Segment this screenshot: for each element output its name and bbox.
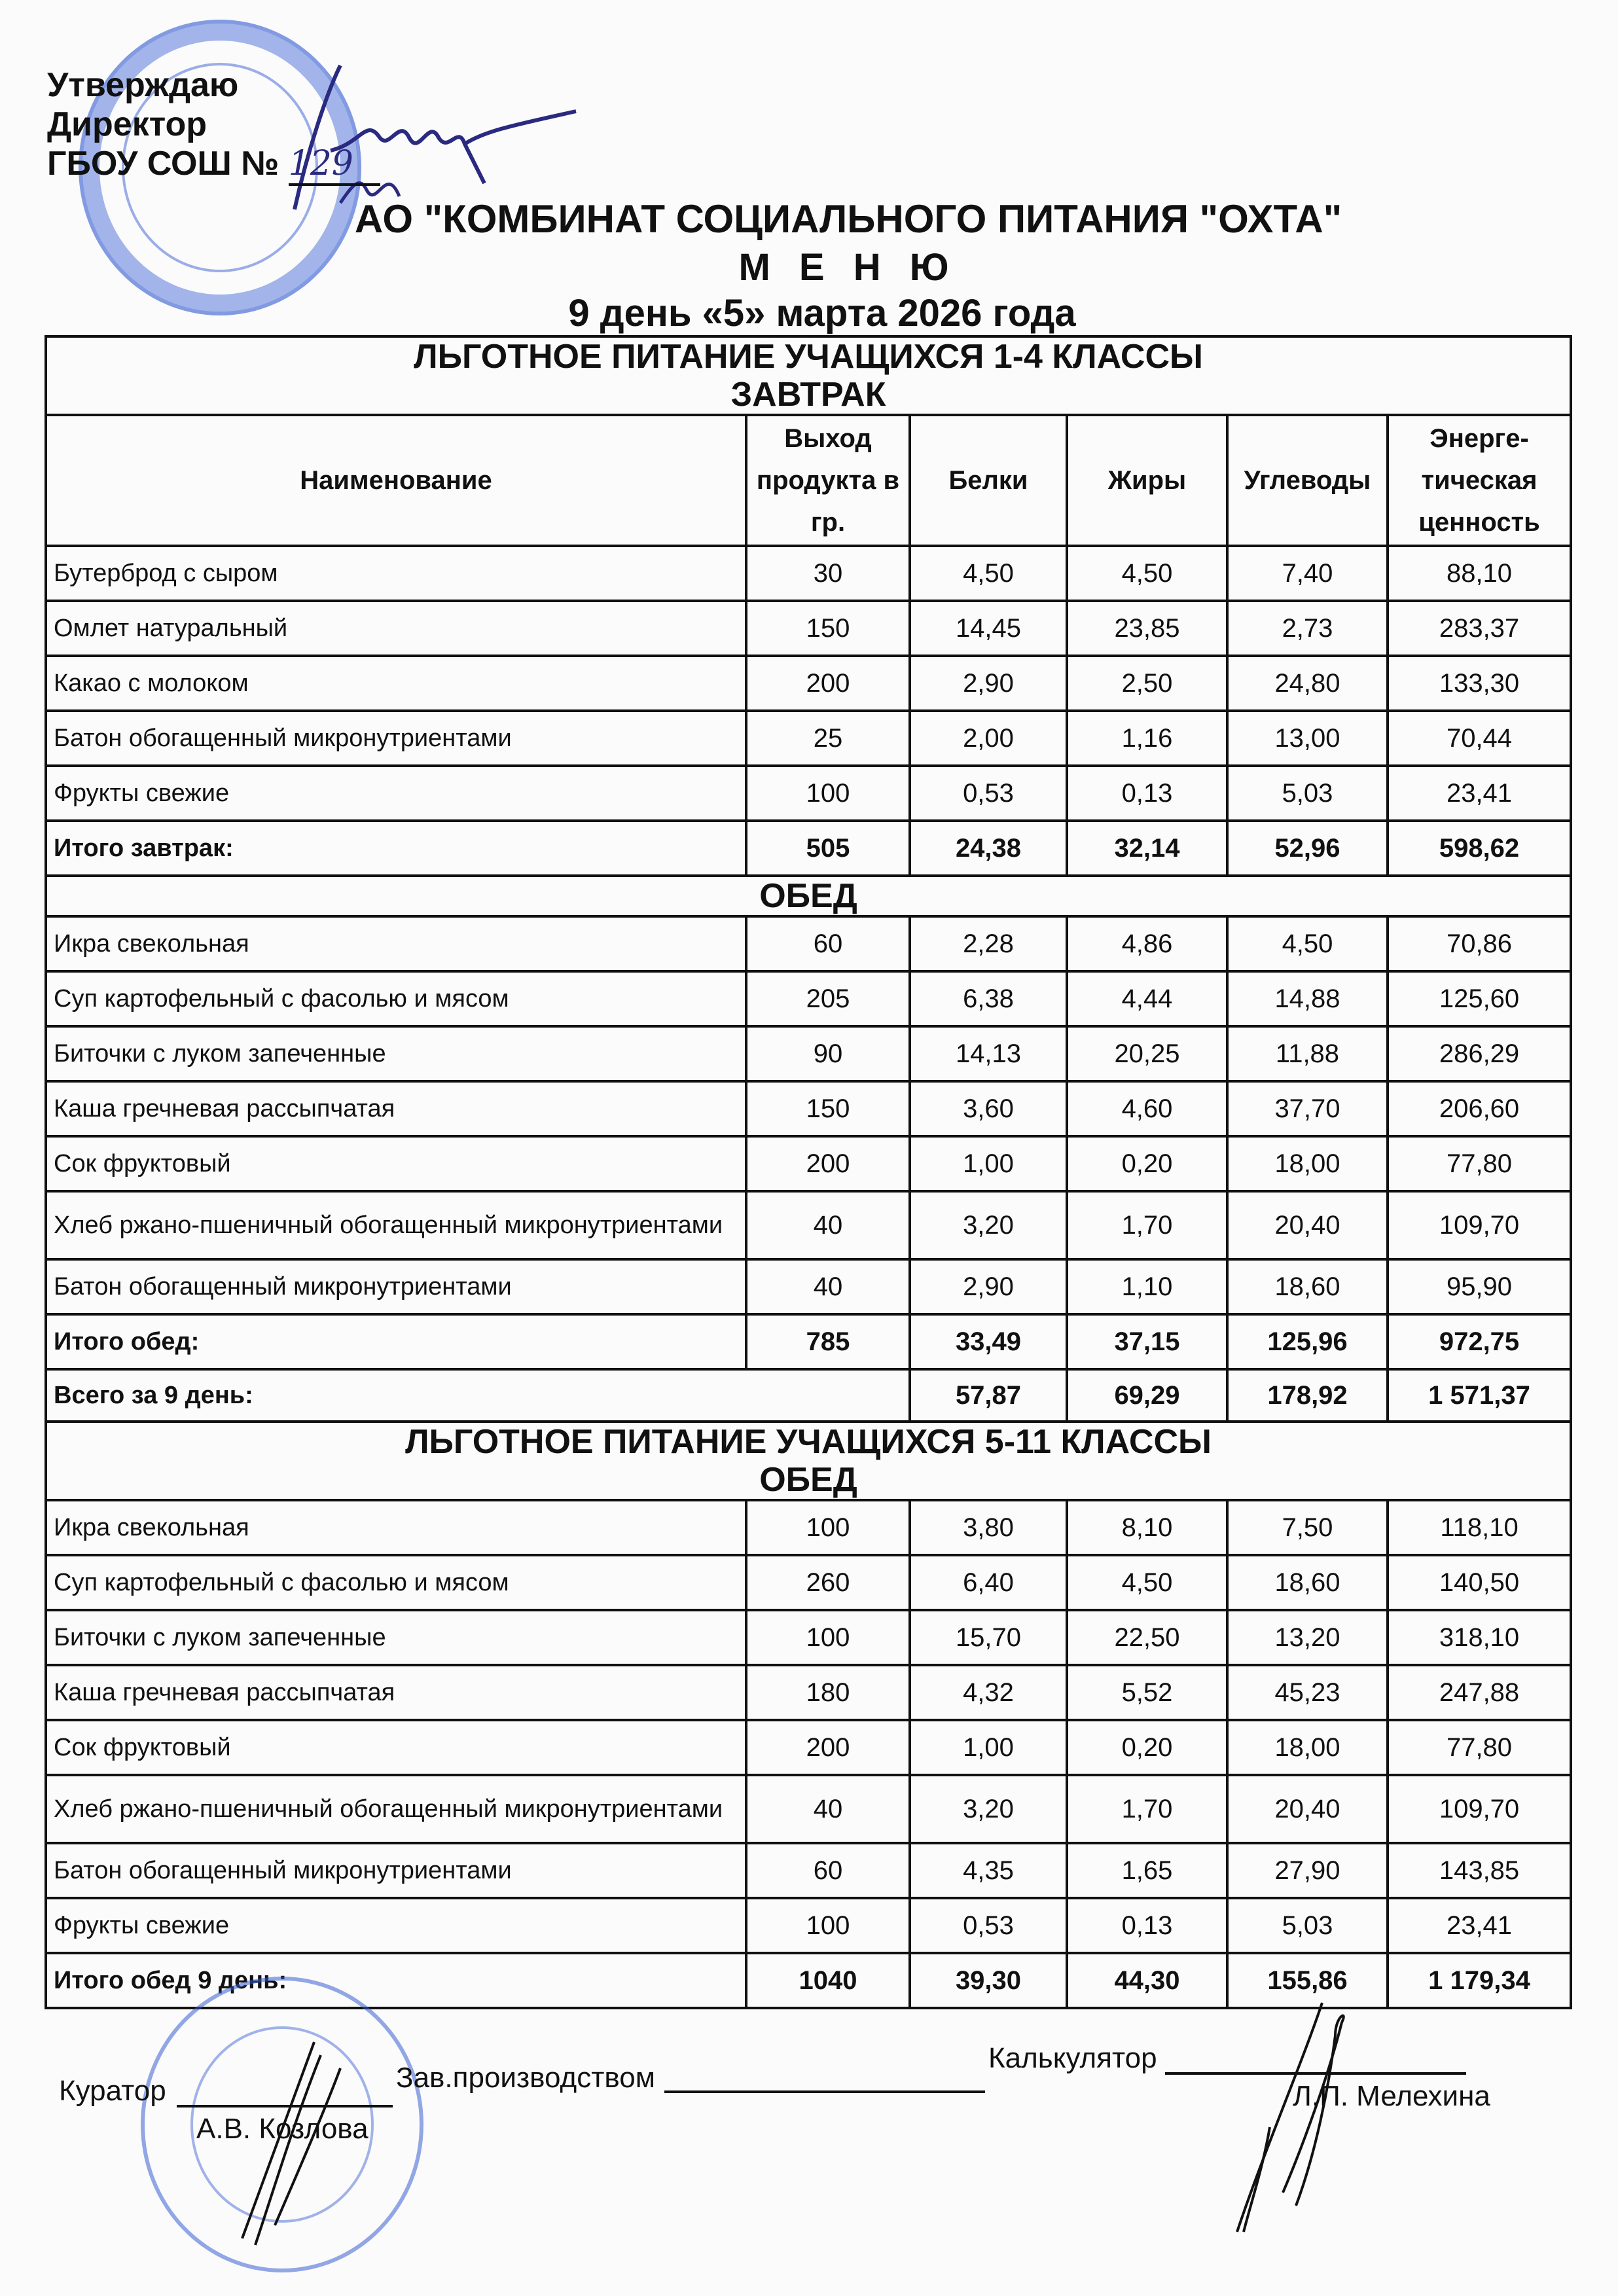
- menu-item-row: [46, 546, 1571, 601]
- dish-portion: 40: [746, 1775, 910, 1843]
- section-grades-5-11-lunch: [46, 1422, 1571, 1500]
- day-total-proteins: 57,87: [910, 1369, 1067, 1422]
- menu-item-row: [46, 1610, 1571, 1665]
- breakfast-total-fats: 32,14: [1067, 821, 1227, 876]
- dish-portion: 90: [746, 1026, 910, 1081]
- column-header-name: Наименование: [46, 415, 746, 546]
- dish-portion: 60: [746, 916, 910, 971]
- dish-energy: 283,37: [1388, 601, 1571, 656]
- menu-item-row: [46, 916, 1571, 971]
- dish-fats: 22,50: [1067, 1610, 1227, 1665]
- dish-energy: 125,60: [1388, 971, 1571, 1026]
- curator-name: А.В. Козлова: [196, 2113, 369, 2145]
- dish-carbs: 20,40: [1227, 1191, 1388, 1259]
- column-header-proteins: Белки: [910, 415, 1067, 546]
- dish-carbs: 27,90: [1227, 1843, 1388, 1898]
- dish-proteins: 2,90: [910, 656, 1067, 711]
- dish-portion: 260: [746, 1555, 910, 1610]
- dish-energy: 206,60: [1388, 1081, 1571, 1136]
- dish-fats: 1,70: [1067, 1775, 1227, 1843]
- dish-portion: 200: [746, 656, 910, 711]
- menu-item-row: [46, 766, 1571, 821]
- dish-proteins: 4,50: [910, 546, 1067, 601]
- dish-portion: 100: [746, 1610, 910, 1665]
- dish-energy: 109,70: [1388, 1775, 1571, 1843]
- dish-name: Батон обогащенный микронутриентами: [46, 711, 746, 766]
- dish-fats: 0,13: [1067, 766, 1227, 821]
- calculator-signature-line: [1165, 2072, 1466, 2075]
- menu-item-row: [46, 1775, 1571, 1843]
- section-title: ЛЬГОТНОЕ ПИТАНИЕ УЧАЩИХСЯ 1-4 КЛАССЫ: [414, 338, 1203, 376]
- dish-name: Биточки с луком запеченные: [46, 1610, 746, 1665]
- dish-portion: 200: [746, 1720, 910, 1775]
- dish-carbs: 7,40: [1227, 546, 1388, 601]
- menu-item-row: [46, 1026, 1571, 1081]
- menu-table: [45, 335, 1572, 2009]
- breakfast-total-proteins: 24,38: [910, 821, 1067, 876]
- dish-energy: 109,70: [1388, 1191, 1571, 1259]
- dish-fats: 0,20: [1067, 1720, 1227, 1775]
- dish-portion: 40: [746, 1259, 910, 1314]
- column-header-row: [46, 415, 1571, 546]
- lunch-total-5-11-fats: 44,30: [1067, 1953, 1227, 2008]
- section-grades-1-4-lunch-label: ОБЕД: [46, 876, 1571, 916]
- dish-proteins: 14,13: [910, 1026, 1067, 1081]
- dish-name: Икра свекольная: [46, 916, 746, 971]
- dish-carbs: 18,00: [1227, 1720, 1388, 1775]
- dish-energy: 70,86: [1388, 916, 1571, 971]
- dish-proteins: 0,53: [910, 1898, 1067, 1953]
- lunch-total-proteins: 33,49: [910, 1314, 1067, 1369]
- dish-name: Фрукты свежие: [46, 1898, 746, 1953]
- dish-fats: 8,10: [1067, 1500, 1227, 1555]
- lunch-total-label: Итого обед:: [46, 1314, 746, 1369]
- dish-carbs: 18,60: [1227, 1259, 1388, 1314]
- curator-signature-line: [177, 2105, 393, 2108]
- section-title: ЛЬГОТНОЕ ПИТАНИЕ УЧАЩИХСЯ 5-11 КЛАССЫ: [405, 1423, 1212, 1461]
- dish-carbs: 5,03: [1227, 766, 1388, 821]
- menu-item-row: [46, 1259, 1571, 1314]
- meal-title: ОБЕД: [759, 1461, 857, 1499]
- dish-carbs: 2,73: [1227, 601, 1388, 656]
- column-header-energy: Энерге-тическая ценность: [1388, 415, 1571, 546]
- menu-item-row: [46, 711, 1571, 766]
- organization-title: АО "КОМБИНАТ СОЦИАЛЬНОГО ПИТАНИЯ "ОХТА": [354, 197, 1342, 241]
- dish-carbs: 4,50: [1227, 916, 1388, 971]
- menu-item-row: [46, 971, 1571, 1026]
- dish-proteins: 6,38: [910, 971, 1067, 1026]
- approval-block: [47, 65, 380, 186]
- menu-item-row: [46, 1665, 1571, 1720]
- dish-portion: 100: [746, 766, 910, 821]
- column-header-carbs: Углеводы: [1227, 415, 1388, 546]
- dish-energy: 118,10: [1388, 1500, 1571, 1555]
- dish-portion: 30: [746, 546, 910, 601]
- menu-item-row: [46, 601, 1571, 656]
- day-total-label: Всего за 9 день:: [46, 1369, 910, 1422]
- dish-fats: 4,60: [1067, 1081, 1227, 1136]
- dish-name: Биточки с луком запеченные: [46, 1026, 746, 1081]
- menu-item-row: [46, 1136, 1571, 1191]
- dish-fats: 4,50: [1067, 546, 1227, 601]
- breakfast-total-energy: 598,62: [1388, 821, 1571, 876]
- dish-proteins: 2,90: [910, 1259, 1067, 1314]
- school-prefix: ГБОУ СОШ №: [47, 145, 279, 183]
- dish-name: Хлеб ржано-пшеничный обогащенный микронутриентами: [46, 1775, 746, 1843]
- dish-carbs: 13,20: [1227, 1610, 1388, 1665]
- dish-name: Сок фруктовый: [46, 1136, 746, 1191]
- breakfast-total: [46, 821, 1571, 876]
- breakfast-total-portion: 505: [746, 821, 910, 876]
- lunch-total-5-11-carbs: 155,86: [1227, 1953, 1388, 2008]
- lunch-total: [46, 1314, 1571, 1369]
- dish-energy: 140,50: [1388, 1555, 1571, 1610]
- dish-name: Фрукты свежие: [46, 766, 746, 821]
- dish-portion: 200: [746, 1136, 910, 1191]
- approval-line: Утверждаю: [47, 66, 239, 104]
- dish-proteins: 6,40: [910, 1555, 1067, 1610]
- menu-item-row: [46, 1898, 1571, 1953]
- dish-energy: 143,85: [1388, 1843, 1571, 1898]
- lunch-total-5-11-label: Итого обед 9 день:: [46, 1953, 746, 2008]
- dish-portion: 100: [746, 1898, 910, 1953]
- day-total: [46, 1369, 1571, 1422]
- dish-proteins: 2,00: [910, 711, 1067, 766]
- dish-portion: 205: [746, 971, 910, 1026]
- calculator-name: Л.П. Мелехина: [1293, 2080, 1490, 2112]
- dish-name: Суп картофельный с фасолью и мясом: [46, 1555, 746, 1610]
- dish-energy: 23,41: [1388, 1898, 1571, 1953]
- dish-carbs: 37,70: [1227, 1081, 1388, 1136]
- dish-portion: 25: [746, 711, 910, 766]
- dish-name: Батон обогащенный микронутриентами: [46, 1843, 746, 1898]
- dish-carbs: 13,00: [1227, 711, 1388, 766]
- dish-carbs: 7,50: [1227, 1500, 1388, 1555]
- lunch-total-energy: 972,75: [1388, 1314, 1571, 1369]
- calculator-label: Калькулятор: [988, 2042, 1157, 2074]
- day-total-fats: 69,29: [1067, 1369, 1227, 1422]
- dish-energy: 318,10: [1388, 1610, 1571, 1665]
- menu-item-row: [46, 656, 1571, 711]
- dish-name: Бутерброд с сыром: [46, 546, 746, 601]
- dish-portion: 180: [746, 1665, 910, 1720]
- dish-proteins: 0,53: [910, 766, 1067, 821]
- dish-energy: 77,80: [1388, 1136, 1571, 1191]
- dish-fats: 1,70: [1067, 1191, 1227, 1259]
- lunch-total-portion: 785: [746, 1314, 910, 1369]
- dish-carbs: 20,40: [1227, 1775, 1388, 1843]
- dish-carbs: 45,23: [1227, 1665, 1388, 1720]
- lunch-total-5-11-portion: 1040: [746, 1953, 910, 2008]
- dish-energy: 88,10: [1388, 546, 1571, 601]
- dish-energy: 70,44: [1388, 711, 1571, 766]
- production-manager-signature-line: [664, 2090, 985, 2093]
- dish-proteins: 1,00: [910, 1136, 1067, 1191]
- menu-item-row: [46, 1191, 1571, 1259]
- dish-name: Батон обогащенный микронутриентами: [46, 1259, 746, 1314]
- dish-carbs: 24,80: [1227, 656, 1388, 711]
- dish-carbs: 18,00: [1227, 1136, 1388, 1191]
- meal-title: ЗАВТРАК: [730, 376, 886, 414]
- menu-item-row: [46, 1500, 1571, 1555]
- dish-fats: 1,16: [1067, 711, 1227, 766]
- dish-proteins: 3,20: [910, 1191, 1067, 1259]
- dish-fats: 2,50: [1067, 656, 1227, 711]
- dish-energy: 23,41: [1388, 766, 1571, 821]
- dish-energy: 95,90: [1388, 1259, 1571, 1314]
- dish-carbs: 14,88: [1227, 971, 1388, 1026]
- section-grades-1-4-lunch: [46, 876, 1571, 916]
- dish-proteins: 3,80: [910, 1500, 1067, 1555]
- dish-carbs: 5,03: [1227, 1898, 1388, 1953]
- dish-fats: 0,20: [1067, 1136, 1227, 1191]
- dish-name: Каша гречневая рассыпчатая: [46, 1081, 746, 1136]
- dish-proteins: 3,60: [910, 1081, 1067, 1136]
- document-title: М Е Н Ю: [738, 246, 958, 289]
- dish-fats: 1,65: [1067, 1843, 1227, 1898]
- dish-name: Омлет натуральный: [46, 601, 746, 656]
- lunch-total-fats: 37,15: [1067, 1314, 1227, 1369]
- day-total-energy: 1 571,37: [1388, 1369, 1571, 1422]
- dish-fats: 20,25: [1067, 1026, 1227, 1081]
- dish-portion: 100: [746, 1500, 910, 1555]
- dish-fats: 23,85: [1067, 601, 1227, 656]
- menu-item-row: [46, 1720, 1571, 1775]
- column-header-fats: Жиры: [1067, 415, 1227, 546]
- menu-item-row: [46, 1843, 1571, 1898]
- dish-proteins: 2,28: [910, 916, 1067, 971]
- dish-name: Икра свекольная: [46, 1500, 746, 1555]
- dish-fats: 4,50: [1067, 1555, 1227, 1610]
- dish-energy: 247,88: [1388, 1665, 1571, 1720]
- dish-fats: 1,10: [1067, 1259, 1227, 1314]
- dish-proteins: 4,32: [910, 1665, 1067, 1720]
- lunch-total-carbs: 125,96: [1227, 1314, 1388, 1369]
- curator-label: Куратор: [59, 2075, 166, 2107]
- menu-date: 9 день «5» марта 2026 года: [568, 292, 1076, 334]
- dish-name: Суп картофельный с фасолью и мясом: [46, 971, 746, 1026]
- dish-proteins: 4,35: [910, 1843, 1067, 1898]
- dish-portion: 40: [746, 1191, 910, 1259]
- dish-portion: 150: [746, 601, 910, 656]
- lunch-total-5-11-proteins: 39,30: [910, 1953, 1067, 2008]
- dish-fats: 4,86: [1067, 916, 1227, 971]
- dish-fats: 4,44: [1067, 971, 1227, 1026]
- production-manager-label: Зав.производством: [396, 2062, 655, 2094]
- dish-name: Хлеб ржано-пшеничный обогащенный микронутриентами: [46, 1191, 746, 1259]
- dish-energy: 286,29: [1388, 1026, 1571, 1081]
- dish-carbs: 11,88: [1227, 1026, 1388, 1081]
- dish-fats: 5,52: [1067, 1665, 1227, 1720]
- dish-energy: 77,80: [1388, 1720, 1571, 1775]
- school-line: [47, 144, 380, 186]
- menu-item-row: [46, 1081, 1571, 1136]
- dish-carbs: 18,60: [1227, 1555, 1388, 1610]
- section-grades-1-4-breakfast: [46, 336, 1571, 415]
- dish-proteins: 14,45: [910, 601, 1067, 656]
- dish-proteins: 3,20: [910, 1775, 1067, 1843]
- dish-portion: 60: [746, 1843, 910, 1898]
- dish-name: Сок фруктовый: [46, 1720, 746, 1775]
- menu-item-row: [46, 1555, 1571, 1610]
- dish-proteins: 15,70: [910, 1610, 1067, 1665]
- dish-name: Какао с молоком: [46, 656, 746, 711]
- dish-portion: 150: [746, 1081, 910, 1136]
- school-number: 129: [289, 144, 380, 186]
- lunch-total-5-11-energy: 1 179,34: [1388, 1953, 1571, 2008]
- day-total-carbs: 178,92: [1227, 1369, 1388, 1422]
- dish-fats: 0,13: [1067, 1898, 1227, 1953]
- breakfast-total-label: Итого завтрак:: [46, 821, 746, 876]
- column-header-portion: Выход продукта в гр.: [746, 415, 910, 546]
- dish-name: Каша гречневая рассыпчатая: [46, 1665, 746, 1720]
- dish-proteins: 1,00: [910, 1720, 1067, 1775]
- calculator-signature: [1185, 1996, 1381, 2245]
- director-title: Директор: [47, 105, 207, 143]
- dish-energy: 133,30: [1388, 656, 1571, 711]
- breakfast-total-carbs: 52,96: [1227, 821, 1388, 876]
